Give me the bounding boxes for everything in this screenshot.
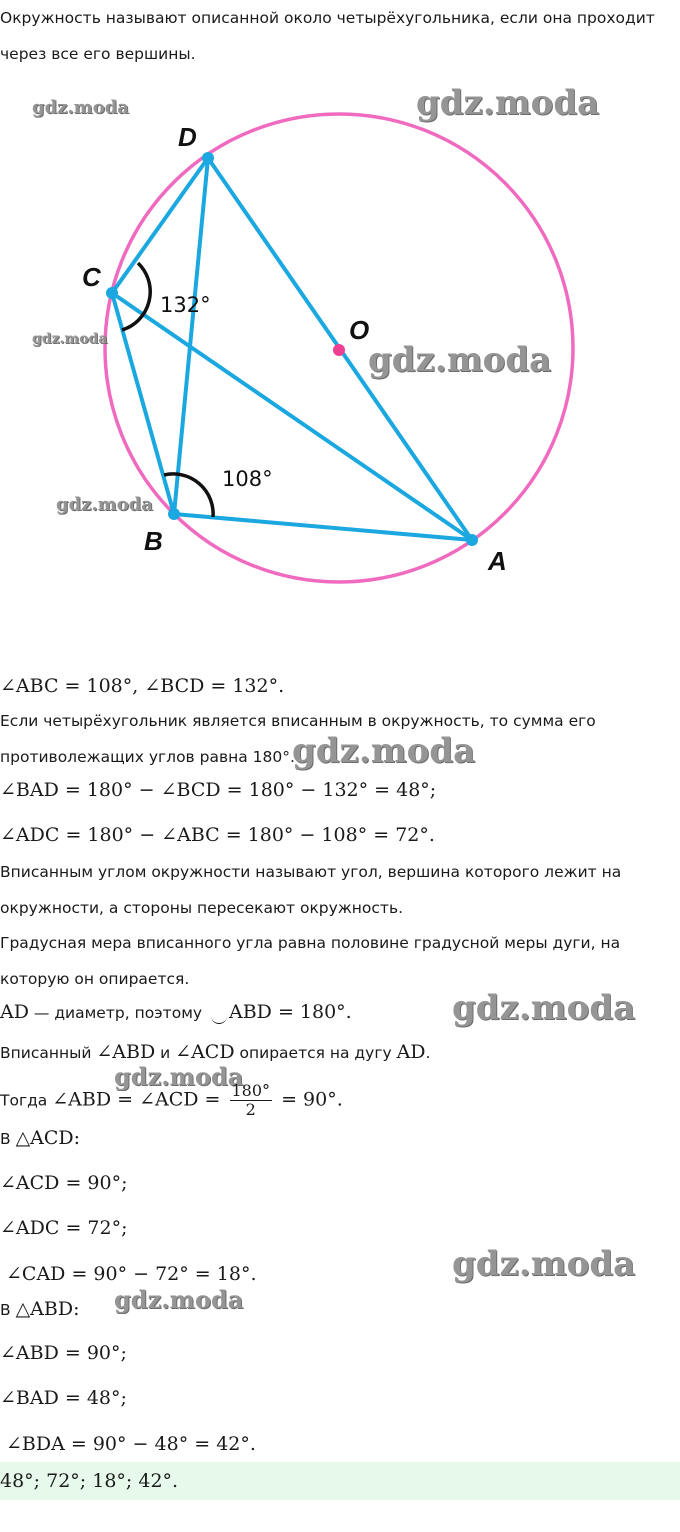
watermark-9: gdz.moda — [452, 1244, 636, 1284]
intro-line-1: Окружность называют описанной около четырёхугольника, если она проходит — [0, 9, 655, 27]
definition-2: окружности, а стороны пересекают окружность. — [0, 899, 404, 917]
inscribed-rule-2: противолежащих углов равна 180°. — [0, 748, 295, 766]
degree-rule-1: Градусная мера вписанного угла равна половине градусной меры дуги, на — [0, 934, 621, 952]
inscribed-line — [0, 1040, 430, 1065]
answer-text: 48°; 72°; 18°; 42°. — [0, 1470, 179, 1492]
triangle-abd-heading — [0, 1297, 80, 1322]
cad-equation: ∠CAD = 90° − 72° = 18°. — [6, 1263, 257, 1285]
bad-equation: ∠BAD = 180° − ∠BCD = 180° − 132° = 48°; — [0, 779, 437, 801]
then-line — [0, 1082, 343, 1119]
triangle-abd-label: △ABD — [15, 1298, 74, 1320]
diameter-ad: AD — [0, 1001, 29, 1023]
center-o — [333, 344, 345, 356]
triangle-abd-colon: : — [73, 1298, 80, 1320]
watermark-7: gdz.moda — [452, 988, 636, 1028]
label-o: O — [349, 315, 370, 345]
degree-rule-2: которую он опирается. — [0, 970, 190, 988]
label-angle-b: 108° — [222, 467, 273, 491]
fraction-denominator: 2 — [245, 1100, 256, 1119]
inscribed-rule-1: Если четырёхугольник является вписанным в окружность, то сумма его — [0, 712, 596, 730]
then-equation: ∠ABD = ∠ACD = — [52, 1088, 227, 1111]
inscribed-text-a: Вписанный — [0, 1044, 97, 1062]
fraction — [230, 1082, 273, 1119]
point-c — [106, 287, 118, 299]
watermark-8: gdz.moda — [114, 1062, 244, 1091]
bda-equation: ∠BDA = 90° − 48° = 42°. — [6, 1433, 256, 1455]
adc-72: ∠ADC = 72°; — [0, 1217, 128, 1239]
label-a: A — [488, 546, 507, 576]
label-c: C — [82, 262, 101, 292]
point-a — [466, 534, 478, 546]
diameter-text: — диаметр, поэтому — [28, 1004, 207, 1022]
triangle-acd-label: △ACD — [15, 1127, 74, 1149]
definition-1: Вписанным углом окружности называют угол, вершина которого лежит на — [0, 863, 622, 881]
acd-90: ∠ACD = 90°; — [0, 1172, 128, 1194]
inscribed-angle-acd: ∠ACD — [175, 1041, 235, 1063]
inscribed-text-g: . — [425, 1044, 431, 1062]
geometry-figure — [0, 80, 680, 620]
triangle-abd-prefix: В — [0, 1301, 16, 1319]
fraction-numerator: 180° — [231, 1081, 271, 1100]
watermark-2: gdz.moda — [416, 83, 600, 123]
then-text: Тогда — [0, 1091, 53, 1110]
given-angles: ∠ABC = 108°, ∠BCD = 132°. — [0, 675, 285, 697]
watermark-1: gdz.moda — [32, 97, 129, 118]
watermark-3: gdz.moda — [32, 331, 108, 347]
label-b: B — [144, 526, 163, 556]
segment-db — [174, 158, 208, 514]
label-angle-c: 132° — [160, 293, 211, 317]
arc-abd: ABD = 180°. — [229, 1001, 352, 1023]
then-result: = 90°. — [275, 1088, 343, 1111]
diameter-line — [0, 1000, 352, 1025]
intro-line-2: через все его вершины. — [0, 45, 196, 63]
triangle-acd-prefix: В — [0, 1130, 16, 1148]
bad-48: ∠BAD = 48°; — [0, 1387, 127, 1409]
watermark-10: gdz.moda — [114, 1285, 244, 1314]
triangle-acd-heading — [0, 1126, 80, 1151]
watermark-4: gdz.moda — [368, 340, 552, 380]
inscribed-text-c: и — [155, 1044, 176, 1062]
watermark-6: gdz.moda — [292, 731, 476, 771]
label-d: D — [178, 122, 197, 152]
segment-cd — [112, 158, 208, 293]
inscribed-arc-ad: AD — [396, 1041, 426, 1063]
segment-cb — [112, 293, 174, 514]
segment-ca — [112, 293, 472, 540]
answer-box — [0, 1462, 680, 1500]
point-b — [168, 508, 180, 520]
point-d — [202, 152, 214, 164]
triangle-acd-colon: : — [73, 1127, 81, 1149]
watermark-5: gdz.moda — [56, 494, 153, 515]
arc-icon — [211, 1015, 227, 1024]
segment-ba — [174, 514, 472, 540]
abd-90: ∠ABD = 90°; — [0, 1342, 127, 1364]
adc-equation: ∠ADC = 180° − ∠ABC = 180° − 108° = 72°. — [0, 824, 435, 846]
inscribed-text-e: опирается на дугу — [234, 1044, 397, 1062]
inscribed-angle-abd: ∠ABD — [96, 1041, 156, 1063]
